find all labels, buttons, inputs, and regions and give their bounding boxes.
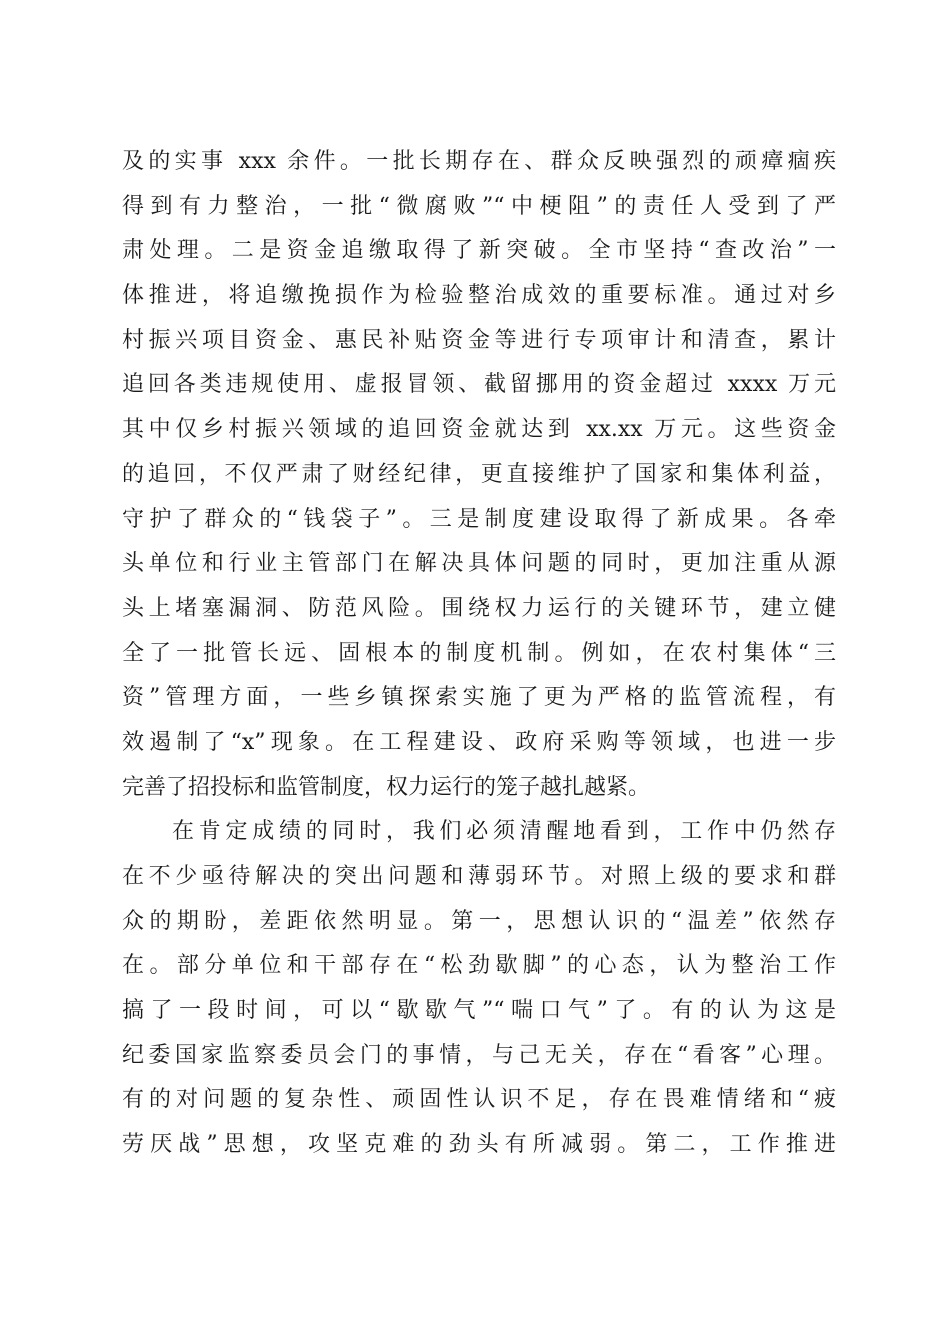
text-line: 头上堵塞漏洞、防范风险。围绕权力运行的关键环节，建立健	[122, 595, 836, 621]
text-line: 在肯定成绩的同时，我们必须清醒地看到，工作中仍然存	[172, 819, 836, 845]
text-line: 劳厌战”思想，攻坚克难的劲头有所减弱。第二，工作推进	[122, 1132, 836, 1158]
text-line: 村振兴项目资金、惠民补贴资金等进行专项审计和清查，累计	[122, 327, 836, 353]
text-line: 及的实事 xxx 余件。一批长期存在、群众反映强烈的顽瘴痼疾	[122, 149, 836, 174]
document-body	[122, 140, 836, 1168]
paragraph-1	[122, 140, 836, 810]
text-line: 完善了招投标和监管制度，权力运行的笼子越扎越紧。	[122, 774, 651, 800]
text-line: 追回各类违规使用、虚报冒领、截留挪用的资金超过 xxxx 万元	[122, 372, 836, 398]
text-line: 搞了一段时间，可以“歇歇气”“喘口气”了。有的认为这是	[122, 998, 836, 1024]
text-line: 头单位和行业主管部门在解决具体问题的同时，更加注重从源	[122, 551, 836, 577]
text-line: 其中仅乡村振兴领域的追回资金就达到 xx.xx 万元。这些资金	[122, 417, 836, 443]
text-line: 体推进，将追缴挽损作为检验整治成效的重要标准。通过对乡	[122, 283, 836, 309]
text-line: 效遏制了“x”现象。在工程建设、政府采购等领域，也进一步	[122, 729, 836, 755]
text-line: 守护了群众的“钱袋子”。三是制度建设取得了新成果。各牵	[122, 506, 836, 532]
text-line: 在不少亟待解决的突出问题和薄弱环节。对照上级的要求和群	[122, 864, 836, 889]
text-line: 有的对问题的复杂性、顽固性认识不足，存在畏难情绪和“疲	[122, 1087, 836, 1113]
text-line: 得到有力整治，一批“微腐败”“中梗阻”的责任人受到了严	[122, 193, 836, 219]
text-line: 纪委国家监察委员会门的事情，与己无关，存在“看客”心理。	[122, 1042, 836, 1068]
text-line: 全了一批管长远、固根本的制度机制。例如，在农村集体“三	[122, 640, 836, 666]
text-line: 在。部分单位和干部存在“松劲歇脚”的心态，认为整治工作	[122, 953, 836, 979]
paragraph-2	[122, 810, 836, 1168]
text-line: 肃处理。二是资金追缴取得了新突破。全市坚持“查改治”一	[122, 238, 836, 264]
text-line: 资”管理方面，一些乡镇探索实施了更为严格的监管流程，有	[122, 685, 836, 711]
text-line: 众的期盼，差距依然明显。第一，思想认识的“温差”依然存	[122, 908, 836, 934]
text-line: 的追回，不仅严肃了财经纪律，更直接维护了国家和集体利益，	[122, 461, 836, 487]
